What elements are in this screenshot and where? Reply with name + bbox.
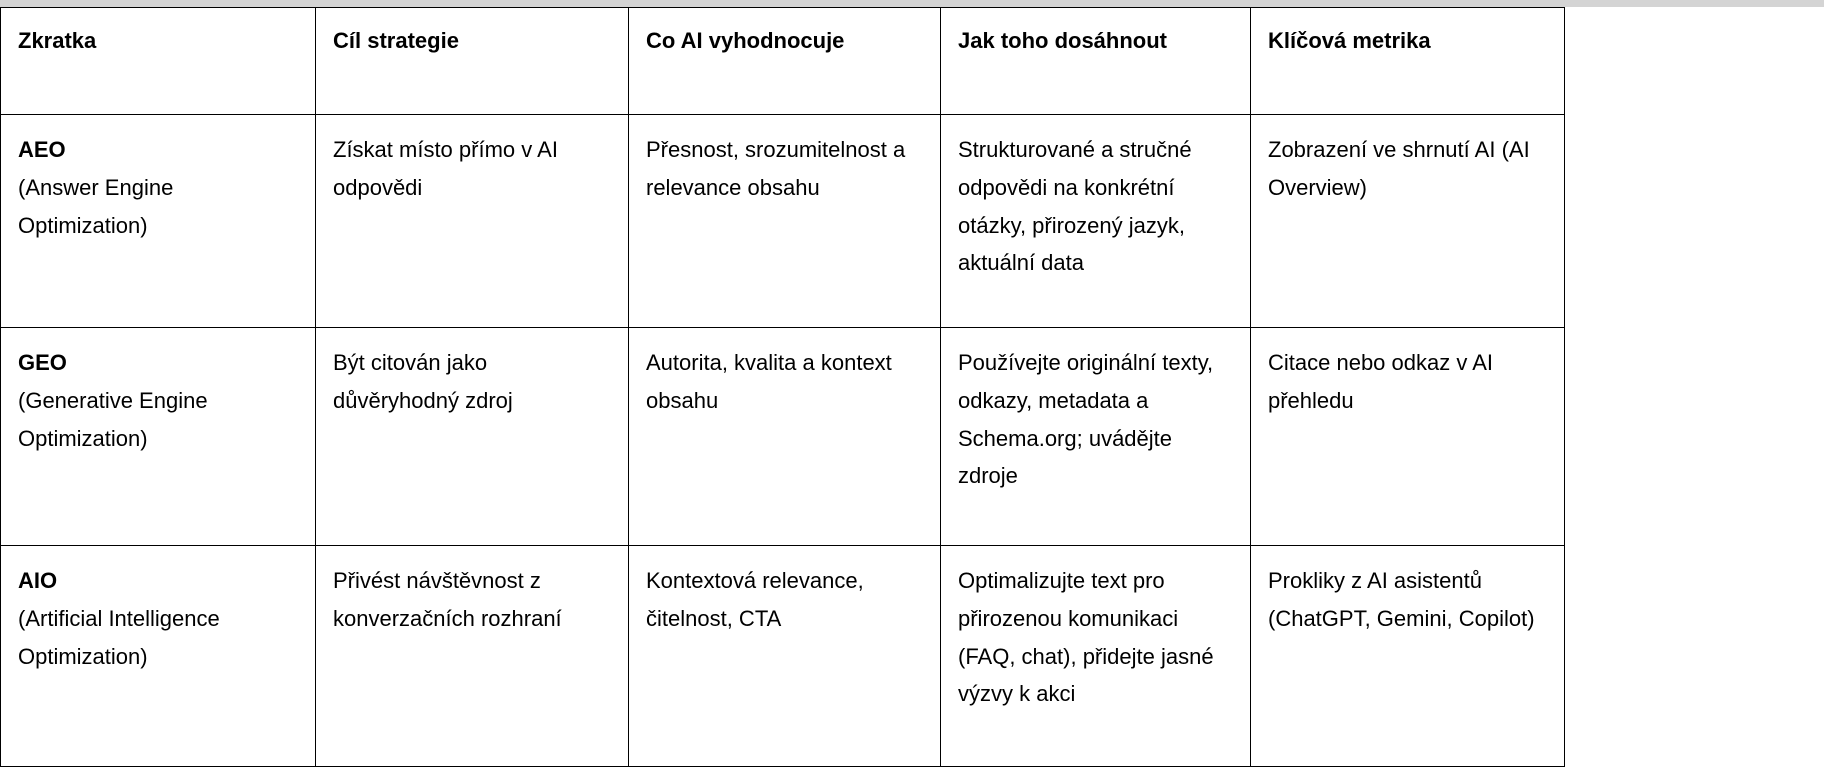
abbreviation-full-name: (Generative Engine Optimization) bbox=[18, 387, 208, 451]
abbreviation-code: AIO bbox=[18, 568, 58, 593]
cell-text: Prokliky z AI asistentů (ChatGPT, Gemini, Copilot) bbox=[1268, 568, 1535, 631]
column-header-klicova-metrika: Klíčová metrika bbox=[1251, 8, 1565, 115]
table-container bbox=[0, 7, 1564, 767]
cell-text: Zobrazení ve shrnutí AI (AI Overview) bbox=[1268, 137, 1530, 200]
cell-klicova-metrika bbox=[1251, 328, 1565, 546]
page-top-strip bbox=[0, 0, 1824, 7]
cell-text: Kontextová relevance, čitelnost, CTA bbox=[646, 568, 864, 631]
cell-cil-strategie bbox=[316, 328, 629, 546]
abbreviation-full-name: (Artificial Intelligence Optimization) bbox=[18, 605, 220, 669]
cell-co-ai-vyhodnocuje bbox=[629, 546, 941, 767]
cell-cil-strategie bbox=[316, 115, 629, 328]
cell-klicova-metrika bbox=[1251, 115, 1565, 328]
cell-jak-toho-dosahnout bbox=[941, 546, 1251, 767]
column-header-jak-toho-dosahnout: Jak toho dosáhnout bbox=[941, 8, 1251, 115]
cell-text: Přivést návštěvnost z konverzačních rozhraní bbox=[333, 568, 562, 631]
table-row bbox=[1, 115, 1565, 328]
cell-jak-toho-dosahnout bbox=[941, 115, 1251, 328]
table-row bbox=[1, 328, 1565, 546]
table-header-row bbox=[1, 8, 1565, 115]
comparison-table bbox=[0, 7, 1565, 767]
cell-text: Používejte originální texty, odkazy, metadata a Schema.org; uvádějte zdroje bbox=[958, 350, 1214, 489]
abbreviation-code: GEO bbox=[18, 350, 67, 375]
table-header bbox=[1, 8, 1565, 115]
column-header-co-ai-vyhodnocuje: Co AI vyhodnocuje bbox=[629, 8, 941, 115]
column-header-cil-strategie: Cíl strategie bbox=[316, 8, 629, 115]
cell-co-ai-vyhodnocuje bbox=[629, 328, 941, 546]
cell-text: Citace nebo odkaz v AI přehledu bbox=[1268, 350, 1494, 413]
cell-abbreviation bbox=[1, 115, 316, 328]
cell-abbreviation bbox=[1, 328, 316, 546]
abbreviation-full-name: (Answer Engine Optimization) bbox=[18, 174, 174, 238]
cell-text: Strukturované a stručné odpovědi na konkrétní otázky, přirozený jazyk, aktuální data bbox=[958, 137, 1192, 276]
table-body bbox=[1, 115, 1565, 767]
column-header-zkratka: Zkratka bbox=[1, 8, 316, 115]
cell-text: Získat místo přímo v AI odpovědi bbox=[333, 137, 558, 200]
cell-klicova-metrika bbox=[1251, 546, 1565, 767]
cell-co-ai-vyhodnocuje bbox=[629, 115, 941, 328]
cell-cil-strategie bbox=[316, 546, 629, 767]
cell-jak-toho-dosahnout bbox=[941, 328, 1251, 546]
table-row bbox=[1, 546, 1565, 767]
cell-text: Autorita, kvalita a kontext obsahu bbox=[646, 350, 892, 413]
abbreviation-code: AEO bbox=[18, 137, 66, 162]
cell-text: Přesnost, srozumitelnost a relevance obsahu bbox=[646, 137, 906, 200]
cell-abbreviation bbox=[1, 546, 316, 767]
cell-text: Být citován jako důvěryhodný zdroj bbox=[333, 350, 513, 413]
cell-text: Optimalizujte text pro přirozenou komunikaci (FAQ, chat), přidejte jasné výzvy k akci bbox=[958, 568, 1214, 707]
